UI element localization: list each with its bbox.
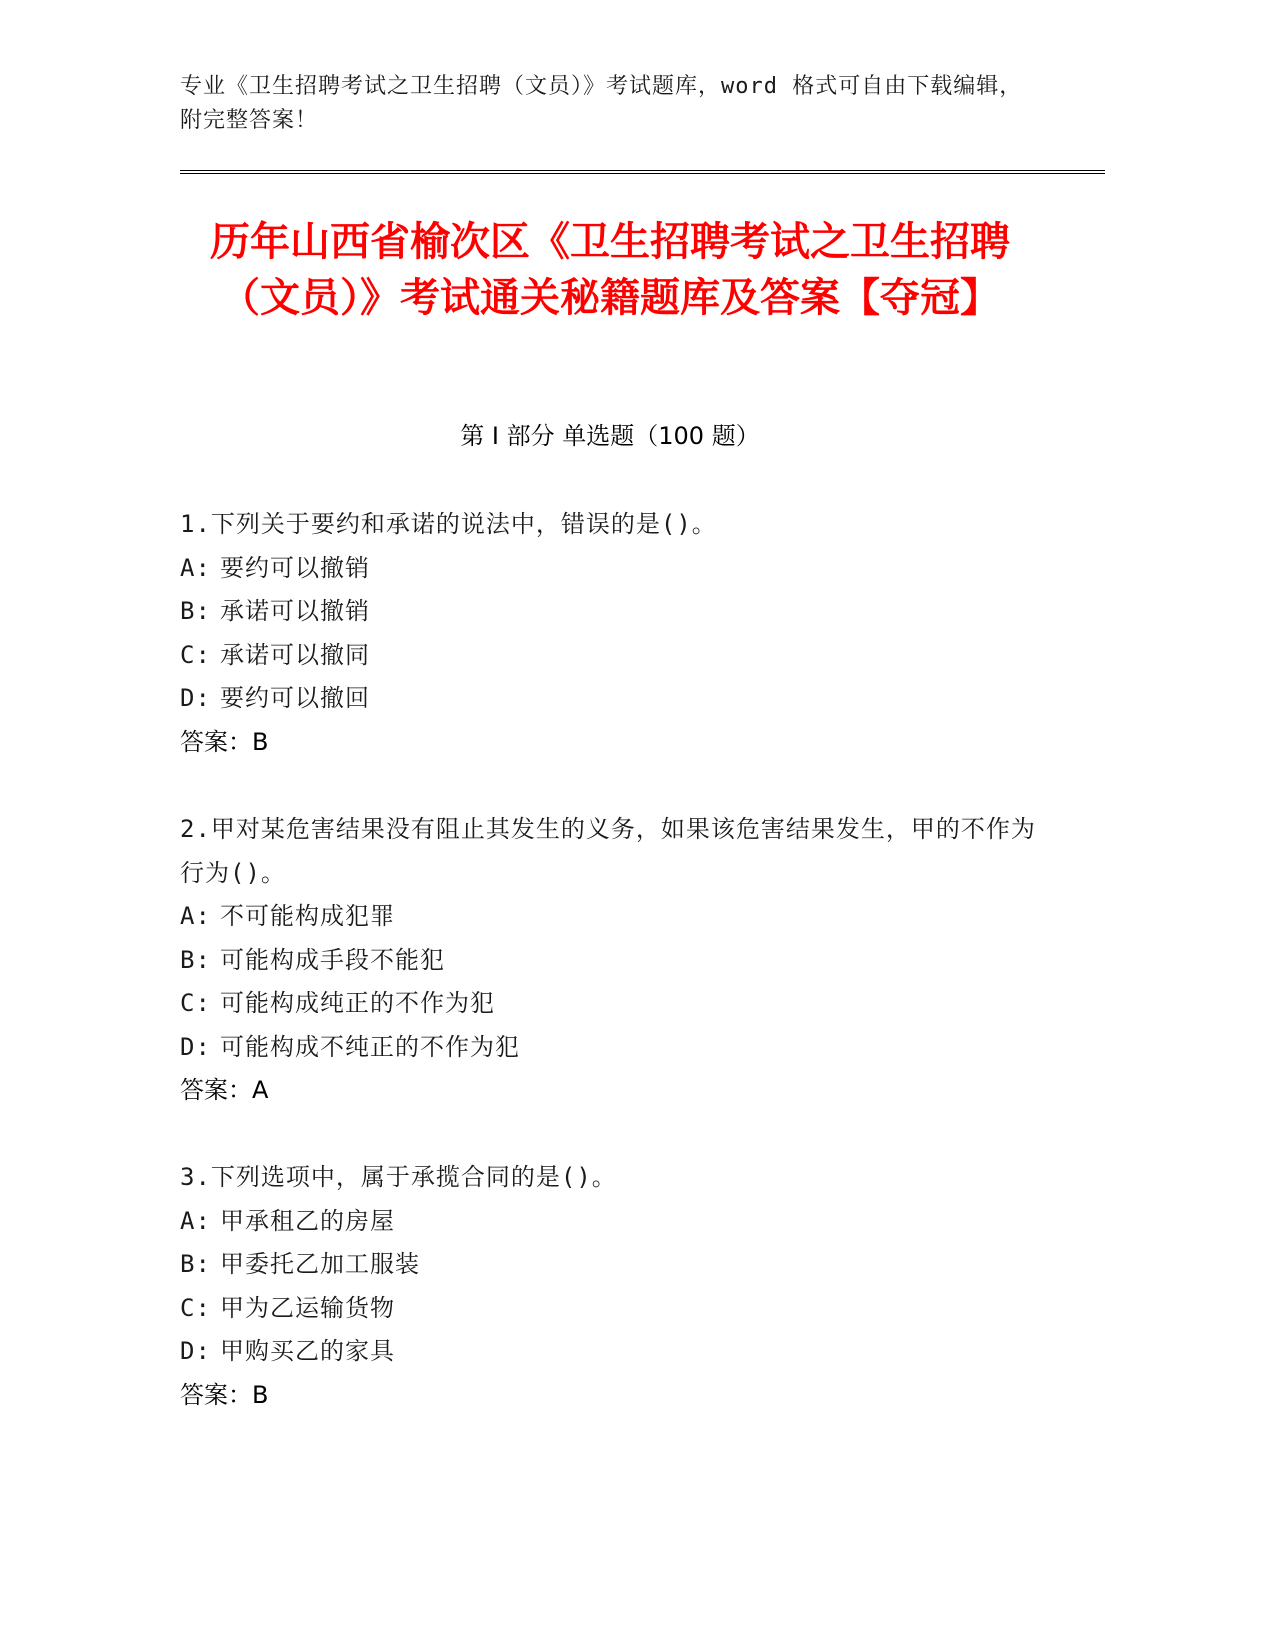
option-text: 承诺可以撤同	[220, 640, 370, 669]
section-heading: 第 I 部分 单选题（100 题）	[460, 422, 760, 450]
option-letter: B:	[180, 1250, 211, 1278]
option-letter: B:	[180, 597, 211, 625]
answer: 答案：B	[180, 1380, 269, 1409]
question-3	[180, 1156, 1040, 1417]
option-letter: A:	[180, 553, 211, 582]
option-c	[180, 1287, 1040, 1331]
option-letter: C:	[180, 989, 211, 1017]
option-text: 可能构成不纯正的不作为犯	[220, 1032, 520, 1061]
document-title: 历年山西省榆次区《卫生招聘考试之卫生招聘（文员）》考试通关秘籍题库及答案【夺冠】	[210, 219, 1010, 321]
question-1	[180, 503, 1040, 764]
option-letter: B:	[180, 945, 211, 974]
option-d	[180, 1330, 1040, 1374]
option-d	[180, 1026, 1040, 1070]
option-b	[180, 939, 1040, 983]
option-text: 甲为乙运输货物	[220, 1293, 395, 1322]
option-letter: C:	[180, 640, 211, 669]
option-letter: D:	[180, 684, 211, 712]
option-text: 承诺可以撤销	[220, 597, 370, 625]
option-text: 甲委托乙加工服装	[220, 1250, 420, 1278]
header-note: 专业《卫生招聘考试之卫生招聘（文员）》考试题库，word 格式可自由下载编辑，附完整答案！	[180, 74, 1023, 133]
answer: 答案：B	[180, 727, 269, 756]
option-text: 可能构成纯正的不作为犯	[220, 989, 495, 1017]
option-text: 要约可以撤销	[220, 553, 370, 582]
option-c	[180, 982, 1040, 1026]
option-b	[180, 590, 1040, 634]
option-letter: D:	[180, 1032, 211, 1061]
header-divider	[180, 170, 1105, 174]
option-text: 可能构成手段不能犯	[220, 945, 445, 974]
option-text: 不可能构成犯罪	[220, 902, 395, 930]
option-letter: C:	[180, 1293, 211, 1322]
option-letter: D:	[180, 1337, 211, 1365]
option-text: 甲购买乙的家具	[220, 1337, 395, 1365]
option-text: 要约可以撤回	[220, 684, 370, 712]
option-a	[180, 895, 1040, 939]
question-stem: 3.下列选项中，属于承揽合同的是()。	[180, 1163, 617, 1191]
option-text: 甲承租乙的房屋	[220, 1206, 395, 1235]
option-c	[180, 634, 1040, 678]
option-a	[180, 1200, 1040, 1244]
option-d	[180, 677, 1040, 721]
option-letter: A:	[180, 902, 211, 930]
question-stem: 2.甲对某危害结果没有阻止其发生的义务，如果该危害结果发生，甲的不作为行为()。	[180, 815, 1036, 887]
question-stem: 1.下列关于要约和承诺的说法中，错误的是()。	[180, 510, 717, 538]
option-a	[180, 547, 1040, 591]
option-letter: A:	[180, 1206, 211, 1235]
question-2	[180, 808, 1040, 1113]
answer: 答案：A	[180, 1076, 269, 1104]
option-b	[180, 1243, 1040, 1287]
